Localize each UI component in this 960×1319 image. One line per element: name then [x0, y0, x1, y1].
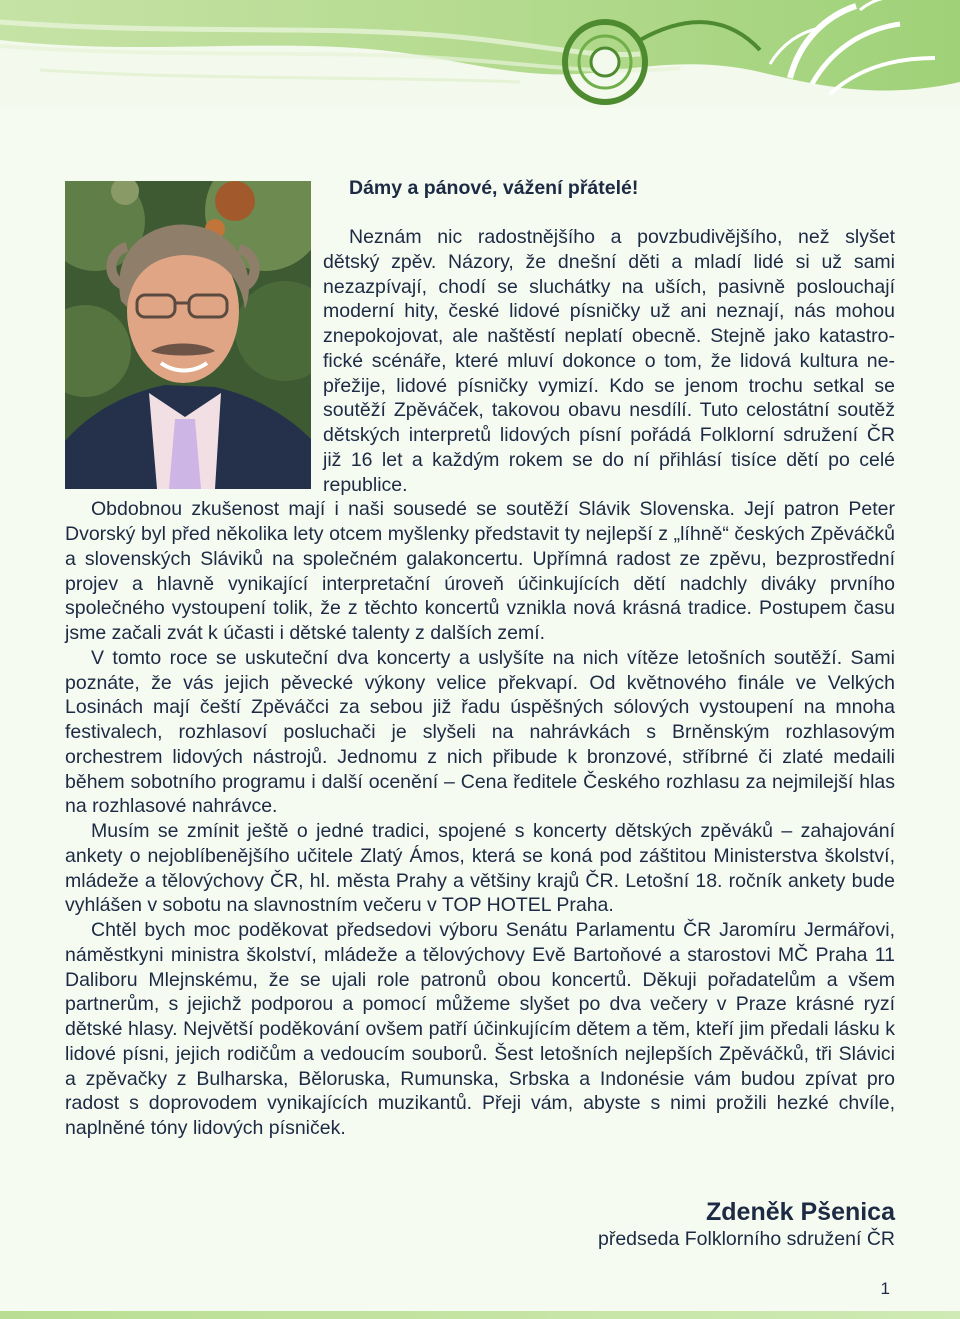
decorative-header-banner [0, 0, 960, 108]
photo-spacer [65, 225, 323, 492]
decorative-footer-band [0, 1311, 960, 1319]
floral-ornament [0, 0, 960, 108]
page-number: 1 [880, 1279, 890, 1298]
signature-name: Zdeněk Pšenica [706, 1198, 895, 1226]
paragraph-2: Obdobnou zkušenost mají i naši sousedé se soutěží Slávik Slovenska. Její patron Peter Dvorský byl před několika lety otcem myšlenky představit ty nejlepší z „líhně“ českých Zpěváčků a slovenských Sláviků na společném galakoncertu. Upřímná radost ze zpěvu, bezprostřední projev a hlavně vynikající interpretační úroveň účinkujících dětí nadchly diváky prvního společného vystoupení tolik, že z těchto koncertů vznikla nová krásná tradice. Postupem času jsme začali zvát k účasti i dětské talenty z dalších zemí. [65, 498, 895, 644]
signature-role: předseda Folklorního sdružení ČR [598, 1228, 895, 1250]
paragraph-1: Neznám nic radostnějšího a povzbudivějšího, než slyšet dětský zpěv. Názory, že dnešní děti a mladí lidé si už sami nezazpívají, chodí se sluchátky na uších, pasivně poslouchají moderní hity, české lidové písničky už ani neznají, nás mohou znepokojovat, ale naštěstí neplatí obecně. Stejně jako katastrofické scénáře, které mluví dokonce o tom, že lidová kultura nepřežije, lidové písničky vymizí. Kdo se jenom trochu setkal se soutěží Zpěváček, takovou obavu nesdílí. Tuto celostátní soutěž dětských interpretů lidových písní pořádá Folklorní sdružení ČR již 16 let a každým rokem se do ní přihlásí tisíce dětí po celé republice. [323, 226, 895, 496]
paragraph-5: Chtěl bych moc poděkovat předsedovi výboru Senátu Parlamentu ČR Jaromíru Jermářovi, náměstkyni ministra školství, mládeže a tělovýchovy Evě Bartoňové a starostovi MČ Praha 11 Daliboru Mlejnskému, že se ujali role patronů obou koncertů. Děkuji pořadatelům a všem partnerům, s jejichž podporou a pomocí můžeme slyšet po dva večery v Praze krásné ryzí dětské hlasy. Největší poděkování ovšem patří účinkujícím dětem a těm, kteří jim předali lásku k lidové písni, jejich rodičům a vedoucím souborů. Šest letošních nejlepších Zpěváčků, tři Slávici a zpěvačky z Bulharska, Běloruska, Rumunska, Srbska a Indonésie vám budou zpívat pro radost s doprovodem vynikajících muzikantů. Přeji vám, abyste s nimi prožili hezké chvíle, naplněné tóny lidových písniček. [65, 919, 895, 1139]
paragraph-4: Musím se zmínit ještě o jedné tradici, spojené s koncerty dětských zpěváků – zahajování ankety o nejoblíbenějšího učitele Zlatý Ámos, která se koná pod záštitou Ministerstva školství, mládeže a tělovýchovy ČR, hl. města Prahy a většiny krajů ČR. Letošní 18. ročník ankety bude vyhlášen v sobotu na slavnostním večeru v TOP HOTEL Praha. [65, 820, 895, 917]
paragraph-3: V tomto roce se uskuteční dva koncerty a uslyšíte na nich vítěze letošních soutěží. Sami poznáte, že vás jejich pěvecké výkony velice překvapí. Od květnového finále ve Velkých Losinách mají čeští Zpěváčci za sebou již řadu úspěšných sólových vystoupení na mnoha festivalech, rozhlasoví posluchači je slyšeli na nahrávkách s Brněnským rozhlasovým orchestrem lidových nástrojů. Jednomu z nich přibude k bronzové, stříbrné či zlaté medaili během sobotního programu i další ocenění – Cena ředitele Českého rozhlasu za nejmilejší hlas na rozhlasové nahrávce. [65, 646, 895, 818]
salutation-heading: Dámy a pánové, vážení přátelé! [349, 177, 639, 199]
letter-body [65, 225, 895, 1141]
